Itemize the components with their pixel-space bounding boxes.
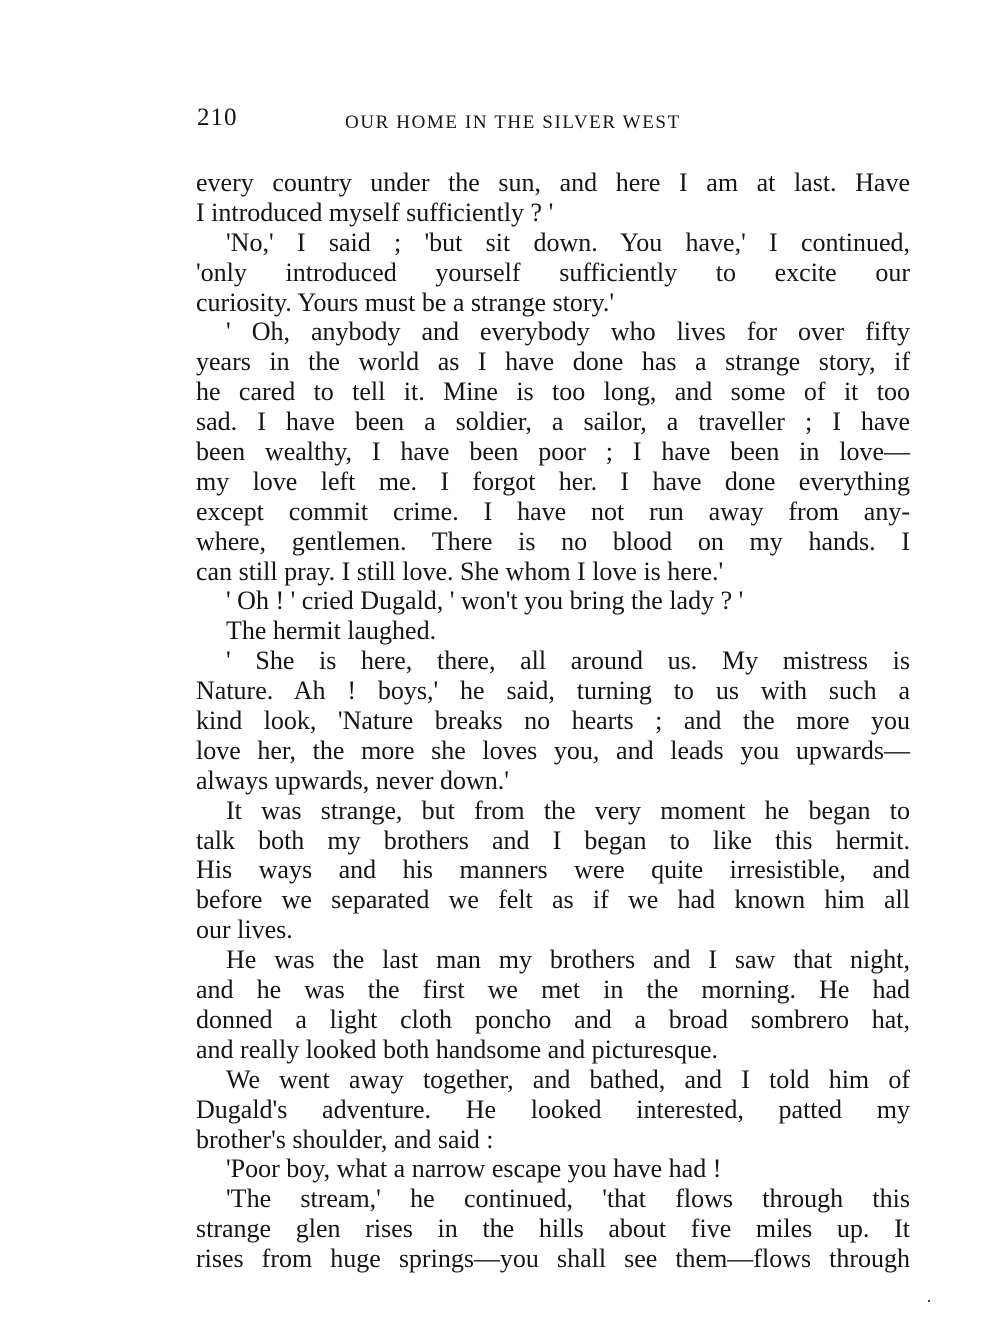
text-line: except commit crime. I have not run away from any- bbox=[196, 496, 910, 526]
text-line: talk both my brothers and I began to like this hermit. bbox=[196, 825, 910, 855]
text-line: years in the world as I have done has a strange story, if bbox=[196, 347, 910, 377]
text-line: and he was the first we met in the morning. He had bbox=[196, 975, 910, 1005]
page-number: 210 bbox=[197, 104, 238, 131]
text-line: he cared to tell it. Mine is too long, and some of it too bbox=[196, 377, 910, 407]
text-line: strange glen rises in the hills about five miles up. It bbox=[196, 1214, 910, 1244]
text-line: been wealthy, I have been poor ; I have been in love— bbox=[196, 437, 910, 467]
text-line: always upwards, never down.' bbox=[196, 765, 509, 795]
text-line: sad. I have been a soldier, a sailor, a traveller ; I have bbox=[196, 407, 910, 437]
text-line: ' Oh, anybody and everybody who lives for over fifty bbox=[226, 317, 910, 347]
text-line: The hermit laughed. bbox=[226, 616, 437, 646]
text-line: 'only introduced yourself sufficiently to excite our bbox=[196, 257, 910, 287]
text-line: love her, the more she loves you, and leads you upwards— bbox=[196, 735, 910, 765]
text-line: We went away together, and bathed, and I told him of bbox=[226, 1064, 910, 1094]
text-line: rises from huge springs—you shall see them—flows through bbox=[196, 1244, 910, 1274]
text-line: and really looked both handsome and picturesque. bbox=[196, 1034, 719, 1064]
text-line: can still pray. I still love. She whom I love is here.' bbox=[196, 556, 724, 586]
text-line: every country under the sun, and here I am at last. Have bbox=[196, 168, 910, 197]
text-line: donned a light cloth poncho and a broad sombrero hat, bbox=[196, 1004, 910, 1034]
text-line: 'The stream,' he continued, 'that flows through this bbox=[226, 1184, 910, 1214]
text-line: He was the last man my brothers and I saw that night, bbox=[226, 945, 910, 975]
text-line: our lives. bbox=[196, 915, 293, 945]
running-head: OUR HOME IN THE SILVER WEST bbox=[345, 112, 681, 133]
text-line: Nature. Ah ! boys,' he said, turning to us with such a bbox=[196, 676, 910, 706]
text-line: I introduced myself sufficiently ? ' bbox=[196, 197, 554, 227]
text-line: before we separated we felt as if we had known him all bbox=[196, 885, 910, 915]
text-line: 'No,' I said ; 'but sit down. You have,' I continued, bbox=[226, 227, 910, 257]
text-line: Dugald's adventure. He looked interested, patted my bbox=[196, 1094, 910, 1124]
text-line: brother's shoulder, and said : bbox=[196, 1124, 494, 1154]
page-speck bbox=[928, 1300, 930, 1302]
text-line: curiosity. Yours must be a strange story.' bbox=[196, 287, 615, 317]
text-line: ' She is here, there, all around us. My mistress is bbox=[226, 646, 910, 676]
text-line: His ways and his manners were quite irresistible, and bbox=[196, 855, 910, 885]
text-line: 'Poor boy, what a narrow escape you have had ! bbox=[226, 1154, 722, 1184]
text-line: where, gentlemen. There is no blood on my hands. I bbox=[196, 526, 910, 556]
text-line: It was strange, but from the very moment he began to bbox=[226, 795, 910, 825]
body-text bbox=[196, 168, 910, 1274]
text-line: kind look, 'Nature breaks no hearts ; and the more you bbox=[196, 706, 910, 736]
text-line: ' Oh ! ' cried Dugald, ' won't you bring the lady ? ' bbox=[226, 586, 744, 616]
text-line: my love left me. I forgot her. I have done everything bbox=[196, 466, 910, 496]
